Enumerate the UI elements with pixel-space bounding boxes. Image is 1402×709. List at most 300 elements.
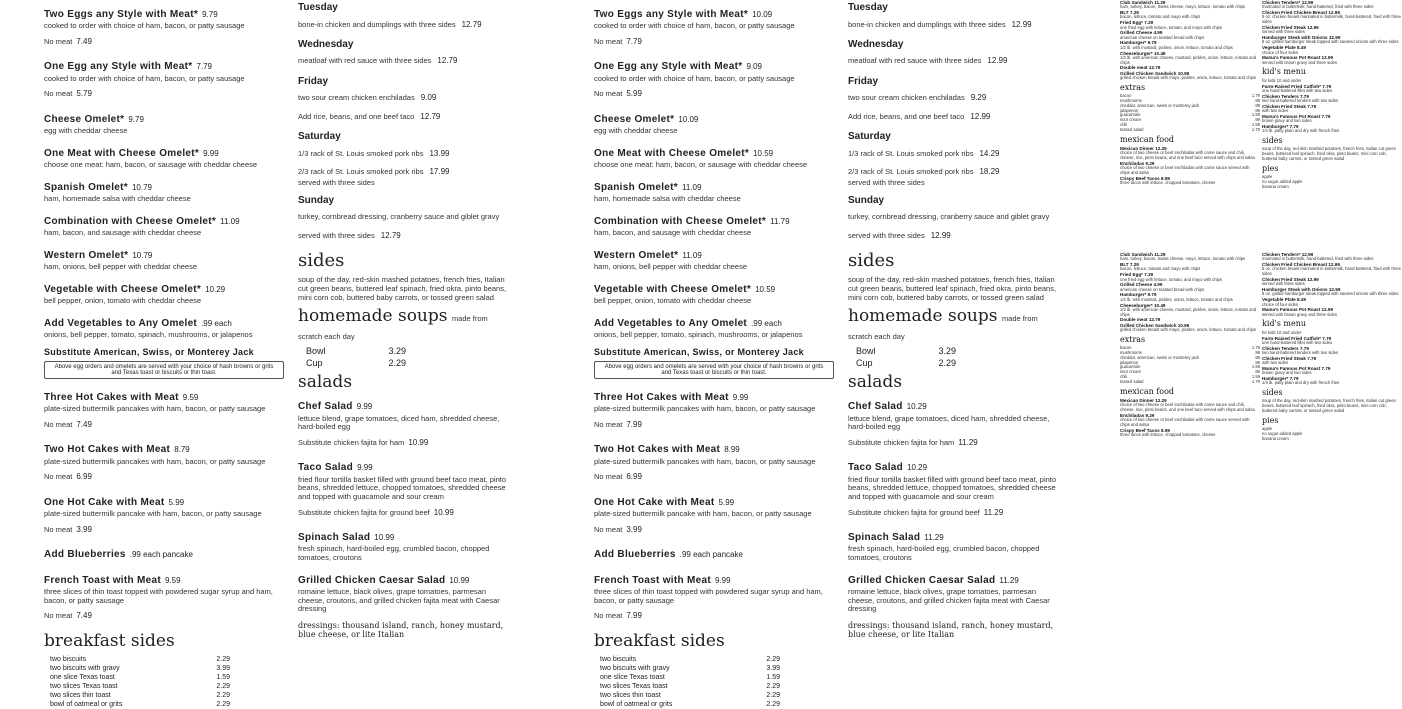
salad-name: Taco Salad	[298, 462, 354, 474]
thumb-row-label: sour cream	[1120, 369, 1141, 375]
item-price: 10.79	[132, 250, 153, 260]
breakfast-notice-2: Above egg orders and omelets are served with your choice of hash browns or grits and Texas toast or biscuits or thin toast.	[594, 361, 834, 379]
thumb-column	[1120, 0, 1260, 186]
thumb-item-desc: 1/2 lb. with mustard, pickles, onion, lettuce, tomato and chips	[1120, 296, 1233, 302]
item-alt-price: 7.79	[626, 37, 642, 47]
thumb-row-price: .99	[1254, 349, 1260, 355]
thumb-item-desc: choice of four sides	[1262, 49, 1299, 55]
thumb-item-title: Chicken Tenders 7.79	[1262, 93, 1309, 99]
thumb-row-label: banana cream	[1262, 435, 1289, 441]
salad-name: Chef Salad	[298, 401, 353, 413]
thumb-sides-desc: soup of the day, red-skin mashed potatoes, french fries, Italian cut green beans, buttered leaf spinach, fried okra, pinto beans, mini corn cob, buttered baby carrots, or tossed green salad	[1262, 146, 1396, 161]
item-price: 11.79	[770, 216, 790, 226]
side-label: bowl of oatmeal or grits	[600, 701, 673, 709]
day-desc2: 2/3 rack of St. Louis smoked pork ribs	[298, 166, 424, 176]
salad-item	[298, 570, 508, 614]
day-desc3: served with three sides	[848, 178, 925, 188]
day-name: Saturday	[848, 131, 891, 143]
soups-title: homemade soups	[298, 306, 448, 327]
item-alt-price: 7.49	[76, 37, 92, 47]
thumb-item-title: Enchiladas 9.29	[1120, 160, 1155, 166]
item-desc: cooked to order with choice of ham, bacon, or patty sausage	[44, 21, 245, 31]
item-name: Add Blueberries	[594, 549, 676, 561]
item-price: 10.29	[205, 284, 226, 294]
salad-sub: Substitute chicken fajita for ham	[848, 437, 955, 447]
soups-list-2	[848, 346, 1058, 368]
salad-price: 11.29	[924, 532, 944, 542]
salad-name: Grilled Chicken Caesar Salad	[848, 574, 996, 586]
item-name: Combination with Cheese Omelet*	[594, 215, 767, 227]
thumb-item-desc: served with three sides	[1262, 281, 1305, 287]
thumb-row-price: .99	[1254, 359, 1260, 365]
thumb-item-title: Mama's Famous Pot Roast 7.79	[1262, 113, 1331, 119]
salad-sub: Substitute chicken fajita for ground beef	[298, 507, 430, 517]
side-label: two slices Texas toast	[600, 682, 668, 690]
daily-specials-2	[848, 2, 1058, 243]
soup-size	[856, 346, 956, 356]
side-price: 2.29	[216, 701, 230, 709]
menu-item	[594, 439, 834, 484]
item-price: 10.59	[753, 148, 774, 158]
item-price: 9.99	[732, 392, 749, 402]
item-desc: ham, bacon, and sausage with cheddar cheese	[594, 228, 752, 238]
thumb-item-title: Vegetable Plate 8.49	[1262, 297, 1306, 303]
thumb-item-desc: choice of two cheese or beef enchiladas with carne sauce served with chips and salsa	[1120, 165, 1250, 175]
thumb-item-desc: 5 oz. chicken breast marinated in buttermilk, hand-battered, fried with three sides	[1262, 266, 1401, 277]
thumb-item-desc: grilled chicken breast with mayo, pickles, onion, lettuce, tomato and chips	[1120, 327, 1256, 333]
item-alt: No meat	[594, 611, 623, 621]
breakfast-sides-list-2	[600, 655, 780, 709]
item-price: 10.09	[752, 10, 773, 19]
menu-item	[44, 570, 284, 624]
item-alt-price: 3.99	[76, 524, 92, 534]
pancake-items-2	[594, 387, 834, 624]
side-price: 2.29	[216, 655, 230, 663]
thumb-heading: pies	[1262, 415, 1279, 425]
item-desc: egg with cheddar cheese	[594, 126, 678, 136]
thumb-row-label: mushrooms	[1120, 349, 1142, 355]
soups-sub-2: made from scratch each day	[848, 314, 1038, 342]
thumb-item-desc: two hand-battered tenders with two sides	[1262, 97, 1339, 103]
item-name: Combination with Cheese Omelet*	[44, 215, 217, 227]
thumb-heading: mexican food	[1120, 386, 1175, 396]
thumb-item-title: Chicken Tenders* 12.99	[1262, 252, 1314, 257]
side-price: 1.59	[216, 673, 230, 681]
day-price2: 17.99	[429, 166, 450, 176]
side-label: two biscuits	[50, 655, 87, 663]
side-price: 2.29	[766, 655, 780, 663]
salad-name: Spinach Salad	[848, 531, 921, 543]
item-alt-price: 7.99	[626, 419, 642, 429]
day-desc2: Add rice, beans, and one beef taco	[848, 111, 965, 121]
menu-item	[44, 313, 284, 340]
day-name: Sunday	[298, 194, 335, 206]
thumb-item-title: Hamburger* 7.79	[1262, 123, 1299, 129]
side-price: 2.29	[766, 701, 780, 709]
thumb-item-desc: american cheese on toasted bread with chips	[1120, 286, 1205, 292]
thumb-item-title: Mexican Dinner 12.29	[1120, 397, 1167, 403]
sides-desc-2: soup of the day, red-skin mashed potatoes, french fries, Italian cut green beans, buttered leaf spinach, fried okra, pinto beans, mini corn cob, buttered baby carrots, or tossed green salad	[848, 275, 1057, 303]
daily-specials	[298, 2, 508, 243]
item-price: 5.99	[718, 497, 735, 507]
side-price: 2.29	[766, 691, 780, 699]
salad-desc: romaine lettuce, black olives, grape tomatoes, parmesan cheese, croutons, and grilled chicken fajita meat with Caesar dressing	[848, 586, 1050, 614]
day-name: Tuesday	[298, 2, 338, 13]
menu-item	[44, 143, 284, 170]
day-price2: 18.29	[979, 166, 1000, 176]
salad-name: Spinach Salad	[298, 531, 371, 543]
salad-name: Taco Salad	[848, 462, 904, 474]
thumb-row-label: banana cream	[1262, 183, 1289, 189]
thumb-item-desc: choice of two cheese or beef enchiladas with carne sauce and chili, cheese, rice, pinto beans, and one beef taco served with chips and salsa	[1120, 150, 1255, 160]
thumb-item-desc: three tacos with lettuce, chopped tomatoes, cheese	[1120, 432, 1216, 438]
thumb-item-title: Fried Egg* 7.29	[1120, 272, 1154, 278]
thumb-item-desc: one hand-battered fillet with two sides	[1262, 339, 1333, 345]
special-day	[848, 195, 1058, 243]
day-name: Tuesday	[848, 2, 888, 13]
item-price: 11.09	[682, 250, 702, 260]
day-name: Sunday	[848, 194, 885, 206]
item-desc: choose one meat: ham, bacon, or sausage with cheddar cheese	[44, 160, 258, 170]
thumb-row	[1262, 437, 1402, 442]
side-label: one slice Texas toast	[50, 673, 115, 681]
salad-item	[848, 396, 1058, 450]
thumb-item-title: Grilled Chicken Sandwich 10.99	[1120, 322, 1190, 328]
item-alt: No meat	[44, 472, 73, 482]
thumb-item-title: Grilled Cheese 4.99	[1120, 30, 1163, 36]
day-price2: 12.79	[420, 111, 441, 121]
salad-item	[298, 527, 508, 563]
item-desc: plate-sized buttermilk pancakes with ham, bacon, or patty sausage	[44, 404, 266, 414]
day-price2: 12.99	[970, 111, 991, 121]
item-name: French Toast with Meat	[594, 574, 711, 586]
day-price: 12.79	[437, 56, 458, 66]
item-price: 9.99	[203, 148, 219, 158]
item-name: Add Blueberries	[44, 549, 126, 561]
thumb-item-title: Mama's Famous Pot Roast 7.79	[1262, 365, 1331, 371]
sides-title: sides	[298, 250, 345, 272]
menu-item	[594, 279, 834, 306]
item-desc: bell pepper, onion, tomato with cheddar cheese	[594, 296, 752, 306]
item-price: .99 each	[201, 318, 232, 328]
thumb-item-desc: 5 oz. chicken breast marinated in buttermilk, hand-battered, fried with three sides	[1262, 14, 1401, 25]
thumb-row	[1120, 380, 1260, 385]
thumb-row-price: .99	[1254, 102, 1260, 108]
thumb-item-title: Chicken Fried Steak 7.79	[1262, 103, 1317, 109]
special-day	[298, 2, 508, 32]
breakfast-side	[600, 664, 780, 673]
thumb-heading: sides	[1262, 136, 1283, 146]
item-name: Two Eggs any Style with Meat*	[594, 9, 749, 20]
thumb-item-desc: with two sides	[1262, 360, 1289, 365]
specials-column	[298, 2, 508, 639]
item-name: Two Hot Cakes with Meat	[594, 444, 721, 456]
thumb-heading: extras	[1120, 82, 1146, 92]
thumb-row-price: .99	[1254, 107, 1260, 113]
item-price: .99 each	[751, 318, 782, 328]
item-alt-price: 7.49	[76, 611, 92, 621]
day-name: Wednesday	[848, 38, 904, 50]
thumb-item-title: Hamburger* 9.79	[1120, 40, 1157, 46]
thumb-item-desc: 1/4 lb. patty plain and dry with french fries	[1262, 128, 1340, 134]
thumb-row-price: 1.59	[1251, 374, 1260, 380]
cheese-substitute-2: Substitute American, Swiss, or Monterey Jack	[594, 346, 804, 357]
thumb-row-label: bacon	[1120, 345, 1132, 351]
menu-item	[44, 439, 284, 484]
thumb-item-desc: one hand-battered fillet with two sides	[1262, 87, 1333, 93]
item-price: 10.59	[755, 284, 776, 294]
thumb-item-title: BLT 7.29	[1120, 262, 1139, 268]
salad-name: Grilled Chicken Caesar Salad	[298, 574, 446, 586]
item-desc: plate-sized buttermilk pancakes with ham, bacon, or patty sausage	[594, 456, 816, 466]
thumb-item-title: Chicken Tenders 7.79	[1262, 345, 1309, 351]
thumb-row-label: chili	[1120, 122, 1128, 128]
thumb-item-desc: american cheese on toasted bread with chips	[1120, 34, 1205, 40]
side-price: 1.59	[766, 673, 780, 681]
thumb-item-desc: marinated in buttermilk, hand-battered, fried with three sides	[1262, 256, 1374, 262]
day-desc: meatloaf with red sauce with three sides	[298, 56, 432, 66]
item-name: Two Hot Cakes with Meat	[44, 444, 171, 456]
item-desc: ham, onions, bell pepper with cheddar cheese	[44, 262, 198, 272]
thumb-heading: sides	[1262, 388, 1283, 398]
thumb-item-title: Vegetable Plate 8.49	[1262, 45, 1306, 51]
salad-desc: lettuce blend, grape tomatoes, diced ham, shredded cheese, hard-boiled egg	[298, 413, 500, 432]
soup-price: 3.29	[388, 346, 406, 357]
salad-sub-price: 10.99	[408, 437, 429, 447]
thumb-item-title: Crispy Beef Tacos 8.99	[1120, 427, 1170, 433]
salad-sub: Substitute chicken fajita for ham	[298, 437, 405, 447]
item-desc: ham, homemade salsa with cheddar cheese	[44, 194, 191, 204]
side-label: one slice Texas toast	[600, 673, 665, 681]
breakfast-column	[44, 4, 284, 709]
item-desc: plate-sized buttermilk pancakes with ham, bacon, or patty sausage	[44, 456, 266, 466]
soup-size	[306, 358, 406, 368]
side-label: two slices thin toast	[50, 691, 111, 699]
thumb-item-title: Chicken Fried Chicken Breast 12.99	[1262, 262, 1340, 268]
salads-title: salads	[298, 372, 353, 393]
menu-page-1	[0, 0, 575, 709]
thumb-item-desc: with two sides	[1262, 108, 1289, 113]
menu-item	[44, 56, 284, 101]
item-price: 9.59	[164, 575, 181, 585]
thumb-item-title: Chicken Fried Chicken Breast 12.99	[1262, 10, 1340, 16]
item-alt: No meat	[44, 611, 73, 621]
thumb-row-label: chili	[1120, 374, 1128, 380]
soup-label: Bowl	[306, 346, 326, 357]
thumb-item-desc: ham, turkey, bacon, Swiss cheese, mayo, lettuce, tomato with chips	[1120, 4, 1246, 10]
menu-item	[594, 544, 834, 562]
day-desc: 1/3 rack of St. Louis smoked pork ribs	[298, 148, 424, 158]
menu-item	[594, 211, 834, 238]
side-label: two biscuits with gravy	[600, 664, 670, 672]
side-label: two slices thin toast	[600, 691, 661, 699]
thumb-item-desc: 1/2 lb. with american cheese, mustard, pickles, onion, lettuce, tomato and chips	[1120, 54, 1257, 65]
thumb-column	[1262, 252, 1402, 441]
item-name: Western Omelet*	[594, 249, 679, 261]
thumb-item-desc: served with brown gravy and three sides	[1262, 311, 1337, 317]
thumb-item-desc: ham, turkey, bacon, Swiss cheese, mayo, lettuce, tomato with chips	[1120, 256, 1246, 262]
thumb-row-label: no sugar added apple	[1262, 430, 1303, 436]
salad-desc: fried flour tortilla basket filled with ground beef taco meat, pinto beans, shredded lettuce, chopped tomatoes, shredded cheese and topped with guacamole and sour cream	[848, 474, 1057, 501]
breakfast-sides-title-2: breakfast sides	[594, 630, 725, 651]
salad-item	[848, 570, 1058, 614]
salad-price: 10.29	[906, 402, 927, 412]
day-desc: bone-in chicken and dumplings with three sides	[298, 19, 456, 29]
menu-item	[594, 570, 834, 624]
thumb-item-desc: bacon, lettuce, tomato and mayo with chips	[1120, 14, 1201, 20]
side-label: bowl of oatmeal or grits	[50, 701, 123, 709]
thumb-item-desc: brown gravy and two sides	[1262, 118, 1312, 124]
menu-item	[44, 387, 284, 432]
egg-items	[44, 4, 284, 340]
thumb-row-label: mushrooms	[1120, 97, 1142, 103]
item-alt: No meat	[594, 419, 623, 429]
thumb-item-title: Club Sandwich 11.29	[1120, 0, 1166, 5]
item-price: 8.99	[724, 445, 740, 455]
menu-item	[44, 245, 284, 272]
pancake-items	[44, 387, 284, 624]
day-desc2: 2/3 rack of St. Louis smoked pork ribs	[848, 166, 974, 176]
soup-size	[856, 358, 956, 368]
special-day	[848, 2, 1058, 32]
thumb-row-label: jalapenos	[1120, 359, 1138, 365]
item-name: Cheese Omelet*	[594, 113, 675, 125]
side-label: two biscuits with gravy	[50, 664, 120, 672]
thumb-item-title: Chicken Fried Steak 12.99	[1262, 277, 1319, 283]
special-day	[298, 131, 508, 188]
salad-item	[298, 396, 508, 450]
special-day	[848, 76, 1058, 124]
thumb-row-label: tossed salad	[1120, 126, 1144, 132]
salad-sub-price: 11.29	[983, 507, 1004, 517]
item-name: Spanish Omelet*	[594, 181, 678, 193]
breakfast-side	[50, 700, 230, 709]
thumb-item-desc: 1/2 lb. with mustard, pickles, onion, lettuce, tomato and chips	[1120, 44, 1233, 50]
breakfast-notice: Above egg orders and omelets are served with your choice of hash browns or grits and Texas toast or biscuits or thin toast.	[44, 361, 284, 379]
item-name: One Meat with Cheese Omelet*	[44, 147, 200, 159]
day-name: Wednesday	[298, 38, 354, 50]
item-name: Two Eggs any Style with Meat*	[44, 9, 199, 20]
day-price: 12.99	[1011, 19, 1032, 29]
thumb-heading: mexican food	[1120, 134, 1175, 144]
item-name: Three Hot Cakes with Meat	[594, 391, 729, 403]
breakfast-side	[50, 655, 230, 664]
thumb-item-title: Enchiladas 9.29	[1120, 412, 1155, 418]
salad-item	[848, 527, 1058, 563]
thumb-item-desc: 8 oz. grilled hamburger steak topped with sauteed onions with three sides	[1262, 39, 1399, 45]
thumb-column	[1262, 0, 1402, 189]
breakfast-side	[600, 673, 780, 682]
menu-item	[44, 177, 284, 204]
menu-item	[44, 544, 284, 562]
thumb-item-title: Cheeseburger* 10.49	[1120, 50, 1166, 56]
special-day	[298, 39, 508, 69]
salad-price: 11.29	[999, 575, 1019, 585]
thumb-item-title: Mama's Famous Pot Roast 12.99	[1262, 307, 1334, 313]
item-name: Vegetable with Cheese Omelet*	[44, 283, 202, 295]
soup-label: Cup	[306, 358, 323, 369]
thumb-item-title: Chicken Fried Steak 12.99	[1262, 25, 1319, 31]
thumb-sides-desc: soup of the day, red-skin mashed potatoes, french fries, Italian cut green beans, buttered leaf spinach, fried okra, pinto beans, mini corn cob, buttered baby carrots, or tossed green salad	[1262, 398, 1396, 413]
salad-desc: fried flour tortilla basket filled with ground beef taco meat, pinto beans, shredded lettuce, chopped tomatoes, shredded cheese and topped with guacamole and sour cream	[298, 474, 507, 501]
breakfast-side	[50, 673, 230, 682]
thumb-row-price: 1.79	[1251, 126, 1260, 132]
salad-price: 10.99	[374, 532, 395, 542]
thumb-item-desc: 8 oz. grilled hamburger steak topped with sauteed onions with three sides	[1262, 291, 1399, 297]
thumb-item-title: Cheeseburger* 10.49	[1120, 302, 1166, 308]
salads-title-2: salads	[848, 372, 903, 393]
item-name: Western Omelet*	[44, 249, 129, 261]
item-price: .99 each pancake	[679, 550, 743, 560]
side-price: 2.29	[216, 682, 230, 690]
thumb-item-title: BLT 7.29	[1120, 10, 1139, 16]
thumb-row	[1120, 128, 1260, 133]
day-desc: turkey, cornbread dressing, cranberry sauce and giblet gravy served with three sides	[298, 212, 500, 240]
soup-label: Bowl	[856, 346, 876, 357]
egg-items-2	[594, 4, 834, 340]
side-price: 2.29	[216, 691, 230, 699]
menu-thumbnail	[1112, 0, 1400, 500]
breakfast-side	[600, 682, 780, 691]
thumb-item-title: Grilled Chicken Sandwich 10.99	[1120, 70, 1190, 76]
item-desc: cooked to order with choice of ham, bacon, or patty sausage	[594, 73, 795, 83]
side-price: 2.29	[766, 682, 780, 690]
salad-price: 10.99	[449, 575, 470, 585]
item-desc: ham, bacon, and sausage with cheddar cheese	[44, 228, 202, 238]
item-price: 8.79	[174, 445, 190, 455]
menu-item	[44, 4, 284, 49]
item-desc: choose one meat: ham, bacon, or sausage with cheddar cheese	[594, 160, 808, 170]
day-desc: 1/3 rack of St. Louis smoked pork ribs	[848, 148, 974, 158]
day-name: Friday	[848, 75, 879, 87]
day-desc: turkey, cornbread dressing, cranberry sauce and giblet gravy served with three sides	[848, 212, 1050, 240]
thumb-item-title: Hamburger* 9.79	[1120, 292, 1157, 298]
item-name: One Hot Cake with Meat	[594, 496, 715, 508]
salad-desc: romaine lettuce, black olives, grape tomatoes, parmesan cheese, croutons, and grilled chicken fajita meat with Caesar dressing	[298, 586, 500, 614]
thumb-item-desc: grilled chicken breast with mayo, pickles, onion, lettuce, tomato and chips	[1120, 75, 1256, 81]
breakfast-side	[600, 700, 780, 709]
day-price: 13.99	[429, 148, 450, 158]
salad-price: 9.99	[356, 402, 373, 412]
item-alt-price: 5.99	[626, 89, 642, 99]
thumb-item-title: Mama's Famous Pot Roast 12.99	[1262, 55, 1334, 61]
thumb-row-price: .99	[1254, 117, 1260, 123]
thumb-heading: kid's menu	[1262, 319, 1306, 329]
thumb-kids-sub: for kids 10 and under	[1262, 329, 1302, 335]
item-name: One Egg any Style with Meat*	[44, 61, 193, 73]
thumb-item-title: Chicken Tenders* 12.99	[1262, 0, 1314, 5]
item-price: 9.79	[202, 10, 218, 19]
soup-size	[306, 346, 406, 356]
side-label: two biscuits	[600, 655, 637, 663]
item-alt-price: 6.99	[626, 472, 642, 482]
menu-item	[594, 387, 834, 432]
thumb-item-title: Double meat 12.79	[1120, 65, 1161, 71]
item-price: 9.59	[182, 392, 199, 402]
thumb-item-title: Grilled Cheese 4.99	[1120, 282, 1163, 288]
thumb-item-desc: two hand-battered tenders with two sides	[1262, 349, 1339, 355]
thumb-item-title: Double meat 12.79	[1120, 317, 1161, 323]
soups-list	[298, 346, 508, 368]
item-name: One Egg any Style with Meat*	[594, 61, 743, 73]
thumb-item-title: Club Sandwich 11.29	[1120, 252, 1166, 257]
salad-desc: fresh spinach, hard-boiled egg, crumbled bacon, chopped tomatoes, croutons	[298, 544, 490, 562]
thumb-item-desc: served with brown gravy and three sides	[1262, 59, 1337, 65]
sides-desc: soup of the day, red-skin mashed potatoes, french fries, Italian cut green beans, buttered leaf spinach, fried okra, pinto beans, mini corn cob, buttered baby carrots, or tossed green salad	[298, 275, 507, 303]
thumb-item-desc: bacon, lettuce, tomato and mayo with chips	[1120, 266, 1201, 272]
dressings: dressings: thousand island, ranch, honey mustard, blue cheese, or lite Italian	[298, 620, 504, 639]
item-name: One Meat with Cheese Omelet*	[594, 147, 750, 159]
